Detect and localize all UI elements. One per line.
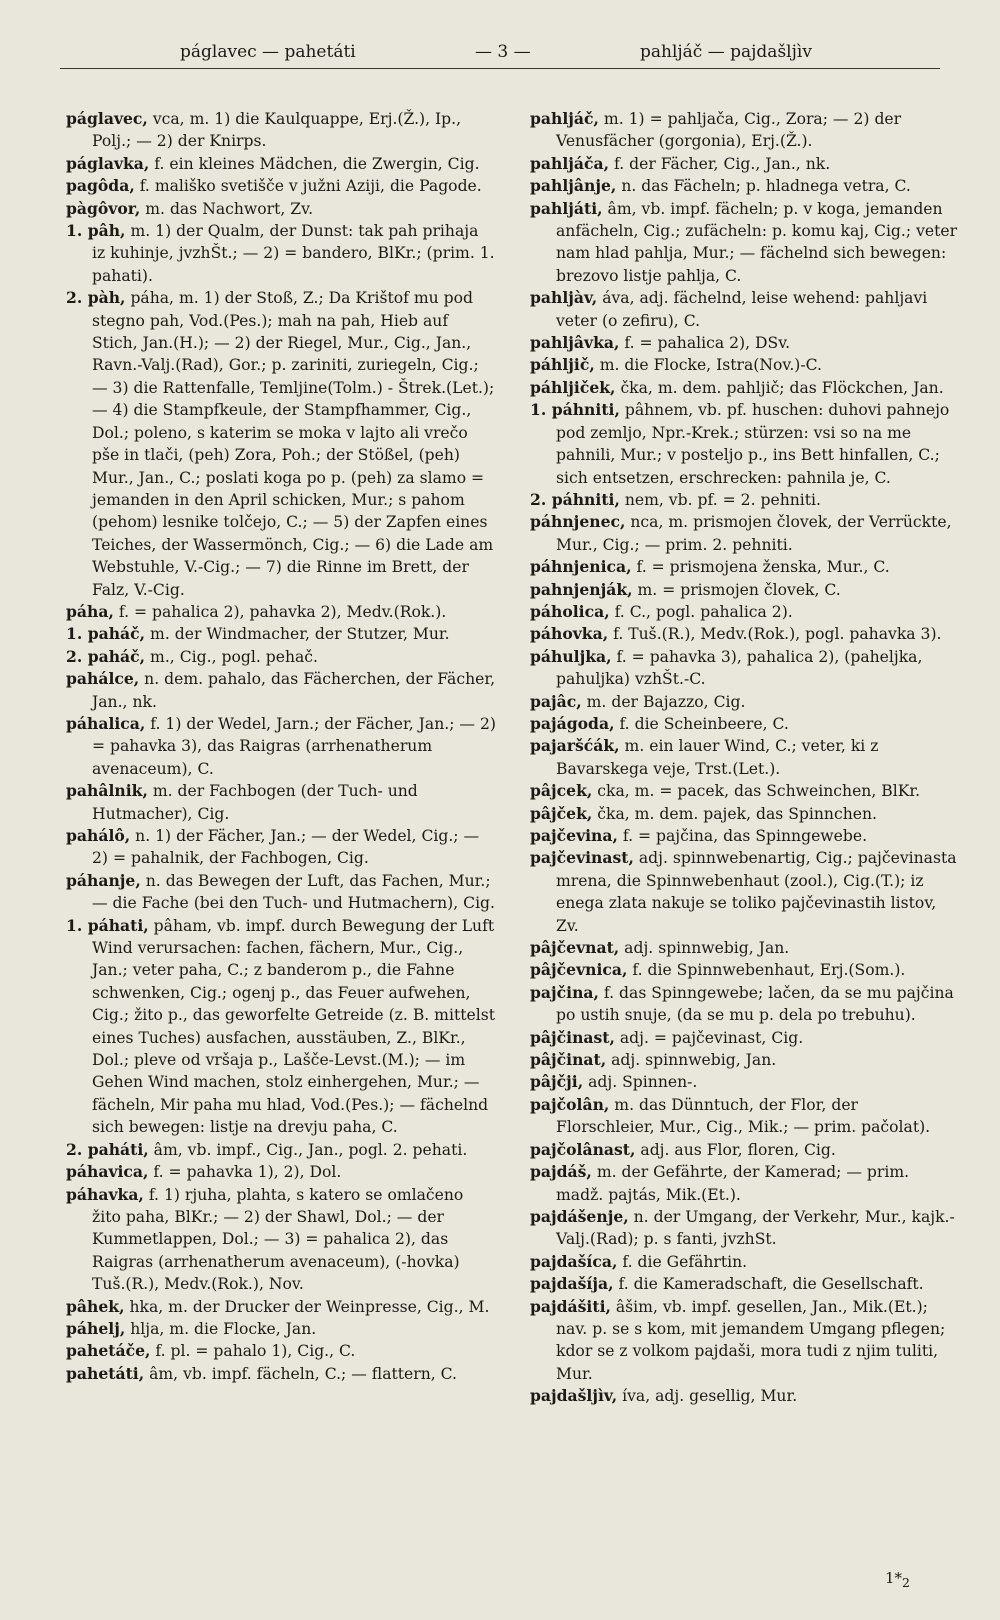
entry-definition: n. das Fächeln; p. hladnega vetra, C. (616, 177, 911, 196)
dictionary-entry (530, 623, 960, 645)
headword: pahljânje, (530, 176, 617, 196)
entry-definition: vca, m. 1) die Kaulquappe, Erj.(Ž.), Ip., Polj.; — 2) der Knirps. (92, 110, 462, 151)
headword: pahljáč, (530, 109, 599, 128)
dictionary-entry (530, 511, 960, 556)
headword: pajaršćák, (530, 736, 620, 756)
dictionary-entry (530, 108, 960, 153)
headword: pahetáče, (66, 1341, 151, 1361)
headword: pajâc, (530, 691, 582, 711)
entry-definition: m. die Flocke, Istra(Nov.)-C. (594, 356, 822, 375)
entry-definition: m. das Nachwort, Zv. (140, 199, 314, 218)
entry-definition: čka, m. dem. pahljič; das Flöckchen, Jan. (615, 378, 944, 397)
dictionary-entry (66, 1161, 496, 1183)
headword: páhavka, (66, 1184, 144, 1204)
dictionary-entry (66, 601, 496, 623)
entry-definition: f. = pahalica 2), DSv. (619, 334, 791, 353)
dictionary-entry (530, 847, 960, 937)
entry-definition: m. 1) = pahljača, Cig., Zora; — 2) der Venusfächer (gorgonia), Erj.(Ž.). (556, 110, 902, 151)
headword: 2. pàh, (66, 288, 126, 308)
headword: pâjcek, (530, 781, 593, 801)
headword: 1. paháč, (66, 624, 146, 644)
headword: pàgôvor, (66, 198, 141, 218)
headword: pajdášenje, (530, 1206, 629, 1226)
dictionary-entry (66, 220, 496, 287)
headword: 2. páhniti, (530, 489, 620, 509)
entry-definition: f. das Spinngewebe; lačen, da se mu pajčina po ustih snuje, (da se mu p. dela po trebuhu). (556, 983, 954, 1025)
entry-definition: adj. spinnwebenartig, Cig.; pajčevinasta mrena, die Spinnwebenhaut (zool.), Cig.(T.); iz enega zlata nakuje se toliko pajčevinastih listov, Zv. (556, 849, 957, 935)
dictionary-entry (530, 735, 960, 780)
dictionary-entry (66, 870, 496, 915)
headword: páhanje, (66, 870, 141, 890)
headword: pajdašíca, (530, 1251, 618, 1271)
dictionary-entry (530, 198, 960, 288)
entry-definition: f. ein kleines Mädchen, die Zwergin, Cig. (149, 154, 480, 173)
headword: páhelj, (66, 1318, 126, 1338)
signature-mark: 1* (885, 1569, 903, 1587)
dictionary-entry (530, 959, 960, 981)
headword: pahálô, (66, 826, 131, 845)
dictionary-entry (530, 601, 960, 623)
dictionary-entry (530, 354, 960, 376)
dictionary-entry (530, 579, 960, 601)
headword: páhavica, (66, 1162, 149, 1182)
entry-definition: f. Tuš.(R.), Medv.(Rok.), pogl. pahavka 3). (608, 625, 942, 644)
entry-definition: adj. aus Flor, floren, Cig. (635, 1140, 836, 1159)
entry-definition: m. das Dünntuch, der Flor, der Florschleier, Mur., Cig., Mik.; — prim. pačolat). (556, 1095, 931, 1137)
headword: pahljâvka, (530, 333, 620, 353)
dictionary-entry (530, 646, 960, 691)
headword: pâhek, (66, 1296, 125, 1316)
entry-definition: m. = prismojen človek, C. (632, 580, 841, 599)
entry-definition: n. 1) der Fächer, Jan.; — der Wedel, Cig.; — 2) = pahalnik, der Fachbogen, Cig. (92, 827, 480, 868)
dictionary-entry (66, 623, 496, 645)
dictionary-entry (66, 198, 496, 220)
dictionary-entry (530, 1094, 960, 1139)
entry-definition: m. der Fachbogen (der Tuch- und Hutmacher), Cig. (92, 782, 418, 823)
dictionary-entry (66, 713, 496, 780)
headword: pajčevinast, (530, 848, 634, 868)
dictionary-entry (530, 1139, 960, 1161)
dictionary-entry (530, 1071, 960, 1093)
entry-definition: m. ein lauer Wind, C.; veter, ki z Bavarskega veje, Trst.(Let.). (556, 737, 879, 778)
entry-definition: pâhnem, vb. pf. huschen: duhovi pahnejo pod zemljo, Npr.-Krek.; stürzen: vsi so na me pahnili, Mur.; v posteljo p., ins Bett hinfallen, C.; sich entsetzen, erschrecken: pahnila je, C. (556, 401, 950, 487)
dictionary-entry (530, 332, 960, 354)
dictionary-entry (530, 1027, 960, 1049)
dictionary-entry (530, 937, 960, 959)
dictionary-entry (530, 1206, 960, 1251)
headword: páha, (66, 601, 114, 621)
headword: páhnjenica, (530, 557, 632, 577)
entry-definition: íva, adj. gesellig, Mur. (617, 1387, 798, 1406)
headword: pâjčji, (530, 1072, 584, 1092)
entry-definition: f. die Spinnwebenhaut, Erj.(Som.). (627, 961, 906, 980)
entry-definition: n. dem. pahalo, das Fächerchen, der Fächer, Jan., nk. (92, 670, 496, 711)
left-column (66, 108, 496, 1385)
sheet-signature (885, 1569, 910, 1590)
page-header (60, 38, 940, 69)
right-column (530, 108, 960, 1408)
headword: pâjčinat, (530, 1050, 607, 1070)
entry-definition: f. die Gefährtin. (617, 1252, 748, 1271)
dictionary-entry (530, 1296, 960, 1386)
dictionary-entry (530, 713, 960, 735)
entry-definition: f. = prismojena ženska, Mur., C. (631, 558, 890, 577)
entry-definition: f. = pahalica 2), pahavka 2), Medv.(Rok.). (113, 602, 447, 621)
entry-definition: hka, m. der Drucker der Weinpresse, Cig., M. (124, 1297, 490, 1316)
entry-definition: f. 1) rjuha, plahta, s katero se omlačeno žito paha, BlKr.; — 2) der Shawl, Dol.; — der Kummetlappen, Dol.; — 3) = pahalica 2), das Raigras (arrhenatherum avenaceum), (-hovka) Tuš.(R.), Medv.(Rok.), Nov. (92, 1185, 464, 1294)
entry-definition: adj. Spinnen-. (583, 1073, 698, 1092)
dictionary-entry (530, 489, 960, 511)
entry-definition: adj. spinnwebig, Jan. (606, 1051, 777, 1070)
headword: 1. pâh, (66, 221, 126, 241)
dictionary-entry (66, 108, 496, 153)
dictionary-entry (66, 1363, 496, 1385)
headword: pâjčevnat, (530, 938, 620, 958)
headword: pâjčinast, (530, 1027, 615, 1047)
headword: 1. páhniti, (530, 400, 620, 420)
entry-definition: m. der Bajazzo, Cig. (581, 692, 746, 711)
entry-definition: adj. = pajčevinast, Cig. (614, 1028, 804, 1047)
headword: páhovka, (530, 624, 609, 644)
entry-definition: m. der Windmacher, der Stutzer, Mur. (145, 625, 450, 644)
headword: pahetáti, (66, 1363, 145, 1383)
entry-definition: f. der Fächer, Cig., Jan., nk. (609, 154, 831, 173)
headword: páhljiček, (530, 377, 616, 397)
dictionary-entry (530, 803, 960, 825)
dictionary-entry (530, 780, 960, 802)
dictionary-entry (66, 668, 496, 713)
dictionary-entry (66, 915, 496, 1139)
dictionary-entry (66, 825, 496, 870)
entry-definition: âm, vb. impf. fächeln, C.; — flattern, C. (144, 1364, 457, 1383)
dictionary-entry (66, 780, 496, 825)
entry-definition: páha, m. 1) der Stoß, Z.; Da Krištof mu pod stegno pah, Vod.(Pes.); mah na pah, Hieb auf Stich, Jan.(H.); — 2) der Riegel, Mur., Cig., Jan., Ravn.-Valj.(Rad), Gor.; p. zariniti, zuriegeln, Cig.; — 3) die Rattenfalle, Temljine(Tolm.) - Štrek.(Let.); — 4) die Stampfkeule, der Stampfhammer, Cig., Dol.; poleno, s katerim se moka v lajto ali vrečo pše in tlači, (peh) Zora, Poh.; der Stößel, (peh) Mur., Jan., C.; poslati koga po p. (peh) za slamo = jemanden in den April schicken, Mur.; s pahom (pehom) lesnike tolčejo, C.; — 5) der Zapfen eines Teiches, der Wassermönch, Cig.; — 6) die Lade am Webstuhle, V.-Cig.; — 7) die Rinne im Brett, der Falz, V.-Cig. (92, 289, 495, 599)
headword: 1. páhati, (66, 915, 149, 935)
dictionary-entry (66, 1184, 496, 1296)
entry-definition: f. die Kameradschaft, die Gesellschaft. (613, 1275, 924, 1294)
headword: páhnjenec, (530, 512, 626, 532)
entry-definition: nem, vb. pf. = 2. pehniti. (619, 490, 821, 509)
entry-definition: nca, m. prismojen človek, der Verrückte, Mur., Cig.; — prim. 2. pehniti. (556, 513, 952, 554)
headword: pajdášiti, (530, 1296, 611, 1316)
headword: pahljàv, (530, 288, 598, 308)
dictionary-entry (66, 287, 496, 601)
entry-definition: f. die Scheinbeere, C. (614, 714, 789, 733)
entry-definition: âm, vb. impf. fächeln; p. v koga, jemanden anfächeln, Cig.; zufächeln: p. komu kaj, Cig.; veter nam hlad pahlja, Mur.; — fächelnd sich bewegen: brezovo listje pahlja, C. (556, 199, 958, 285)
headword: pajčolânast, (530, 1139, 636, 1159)
headword: pajdašljìv, (530, 1386, 618, 1406)
headword: pajdašíja, (530, 1274, 614, 1294)
sheet-number: 2 (902, 1575, 910, 1590)
headword: páholica, (530, 601, 610, 621)
dictionary-entry (530, 982, 960, 1027)
dictionary-entry (66, 1296, 496, 1318)
headword: 2. paháč, (66, 646, 146, 666)
entry-definition: čka, m. dem. pajek, das Spinnchen. (592, 804, 877, 823)
entry-definition: f. 1) der Wedel, Jarn.; der Fächer, Jan.; — 2) = pahavka 3), das Raigras (arrhenatherum avenaceum), C. (92, 714, 496, 778)
dictionary-entry (530, 399, 960, 489)
dictionary-entry (66, 1318, 496, 1340)
entry-definition: áva, adj. fächelnd, leise wehend: pahljavi veter (o zefiru), C. (556, 289, 928, 330)
header-left-range: páglavec — pahetáti (180, 42, 356, 62)
header-right-range: pahljáč — pajdašljìv (640, 42, 812, 62)
entry-definition: m., Cig., pogl. pehač. (145, 647, 318, 666)
dictionary-entry (66, 153, 496, 175)
headword: pajčina, (530, 982, 599, 1002)
headword: pajdáš, (530, 1162, 592, 1182)
entry-definition: âm, vb. impf., Cig., Jan., pogl. 2. pehati. (148, 1140, 468, 1159)
headword: pajágoda, (530, 713, 615, 733)
entry-definition: m. 1) der Qualm, der Dunst: tak pah prihaja iz kuhinje, jvzhŠt.; — 2) = bandero, BlKr.; (prim. 1. pahati). (92, 222, 495, 285)
dictionary-entry (66, 1340, 496, 1362)
headword: páhljič, (530, 355, 595, 375)
dictionary-entry (530, 825, 960, 847)
dictionary-entry (530, 153, 960, 175)
dictionary-entry (530, 377, 960, 399)
page-number: — 3 — (475, 42, 531, 62)
dictionary-entry (530, 556, 960, 578)
dictionary-entry (530, 1385, 960, 1407)
headword: páglavec, (66, 109, 148, 128)
entry-definition: cka, m. = pacek, das Schweinchen, BlKr. (592, 782, 921, 801)
dictionary-entry (66, 175, 496, 197)
entry-definition: adj. spinnwebig, Jan. (619, 939, 790, 958)
dictionary-entry (530, 691, 960, 713)
entry-definition: f. mališko svetišče v južni Aziji, die Pagode. (134, 177, 482, 196)
dictionary-entry (530, 1273, 960, 1295)
headword: pahljáti, (530, 198, 603, 218)
dictionary-entry (530, 175, 960, 197)
entry-definition: pâham, vb. impf. durch Bewegung der Luft Wind verursachen: fachen, fächern, Mur., Cig., Jan.; veter paha, C.; z banderom p., die Fahne schwenken, Cig.; ogenj p., das Feuer aufwehen, Cig.; žito p., das geworfelte Getreide (z. B. mittelst eines Tuches) ausfachen, ausstäuben, Z., BlKr., Dol.; pleve od vršaja p., Lašče-Levst.(M.); — im Gehen Wind machen, stolz einhergehen, Mur.; — fächeln, Mir paha mu hlad, Vod.(Pes.); — fächelnd sich bewegen: listje na drevju paha, C. (92, 916, 495, 1137)
dictionary-entry (530, 1251, 960, 1273)
headword: 2. paháti, (66, 1139, 149, 1159)
entry-definition: f. C., pogl. pahalica 2). (609, 602, 793, 621)
entry-definition: f. = pajčina, das Spinngewebe. (617, 827, 868, 845)
headword: páglavka, (66, 153, 150, 173)
headword: pahálce, (66, 669, 140, 689)
headword: páhuljka, (530, 646, 612, 666)
entry-definition: f. pl. = pahalo 1), Cig., C. (150, 1342, 356, 1361)
headword: pahâlnik, (66, 781, 148, 801)
dictionary-entry (530, 1049, 960, 1071)
headword: pâjčevnica, (530, 960, 628, 980)
entry-definition: n. der Umgang, der Verkehr, Mur., kajk.-Valj.(Rad); p. s fanti, jvzhSt. (556, 1207, 955, 1249)
entry-definition: n. das Bewegen der Luft, das Fachen, Mur.; — die Fache (bei den Tuch- und Hutmachern), Cig. (92, 871, 495, 913)
headword: pajčevina, (530, 826, 618, 845)
entry-definition: hlja, m. die Flocke, Jan. (125, 1319, 317, 1338)
dictionary-entry (530, 1161, 960, 1206)
headword: pâjček, (530, 803, 593, 823)
headword: pahnjenják, (530, 579, 633, 599)
entry-definition: âšim, vb. impf. gesellen, Jan., Mik.(Et.); nav. p. se s kom, mit jemandem Umgang pflegen; kdor se z volkom pajdaši, mora tudi z njim tuliti, Mur. (556, 1297, 946, 1383)
dictionary-entry (66, 1139, 496, 1161)
dictionary-entry (66, 646, 496, 668)
dictionary-entry (530, 287, 960, 332)
entry-definition: m. der Gefährte, der Kamerad; — prim. madž. pajtás, Mik.(Et.). (556, 1163, 910, 1204)
entry-definition: f. = pahavka 3), pahalica 2), (paheljka, pahuljka) vzhŠt.-C. (556, 647, 923, 689)
headword: pajčolân, (530, 1094, 610, 1114)
headword: pahljáča, (530, 153, 610, 173)
headword: páhalica, (66, 713, 146, 733)
entry-definition: f. = pahavka 1), 2), Dol. (148, 1163, 342, 1182)
headword: pagôda, (66, 176, 135, 196)
